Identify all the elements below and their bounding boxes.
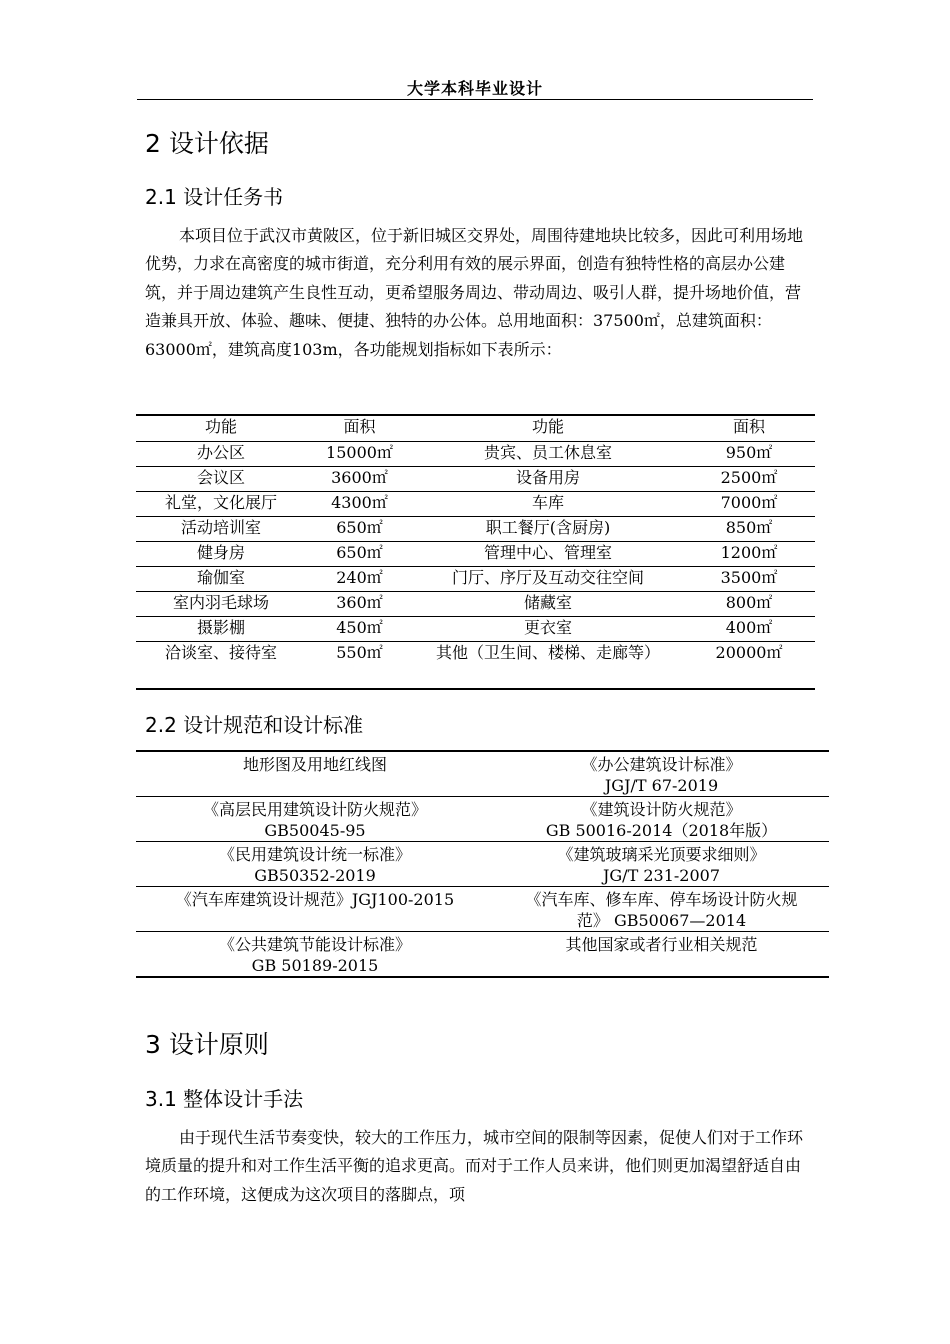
table-row [136,932,829,978]
table-cell: 办公区 [136,442,306,467]
table-cell [494,751,829,797]
table-cell [136,751,494,797]
table-header-cell: 面积 [683,415,815,442]
table-row [136,542,815,567]
table-cell: 其他（卫生间、楼梯、走廊等） [435,643,660,662]
table-cell: 2500㎡ [683,467,815,492]
section-3-1-title: 3.1 整体设计手法 [145,1087,304,1111]
page-header: 大学本科毕业设计 [406,79,543,98]
table-row [136,592,815,617]
table-row [136,751,829,797]
cell-line: 《建筑设计防火规范》 [581,800,742,819]
table-cell: 7000㎡ [683,492,815,517]
cell-line: 《汽车库、修车库、停车场设计防火规 [525,890,798,909]
table-cell: 管理中心、管理室 [413,542,683,567]
table-cell: 储藏室 [413,592,683,617]
table-cell [494,842,829,887]
table-cell: 950㎡ [683,442,815,467]
standards-table [136,750,829,978]
table-cell: 1200㎡ [683,542,815,567]
table-cell: 礼堂，文化展厅 [136,492,306,517]
cell-line: 其他国家或者行业相关规范 [565,935,758,954]
table-cell: 职工餐厅(含厨房) [413,517,683,542]
function-area-table [136,414,815,690]
section-3-1-paragraph [145,1124,811,1209]
table-cell: 贵宾、员工休息室 [413,442,683,467]
table-cell: 550㎡ [336,643,383,662]
table-row [136,567,815,592]
table-row [136,617,815,642]
cell-line: 《办公建筑设计标准》 [581,755,742,774]
table-cell: 设备用房 [413,467,683,492]
table-header-cell: 功能 [136,415,306,442]
cell-line: JGJ/T 67-2019 [604,776,719,795]
table-cell: 洽谈室、接待室 [164,643,277,662]
table-cell [494,932,829,978]
cell-line: 《建筑玻璃采光顶要求细则》 [557,845,766,864]
cell-line: 地形图及用地红线图 [242,755,387,774]
table-cell: 400㎡ [683,617,815,642]
table-cell: 室内羽毛球场 [136,592,306,617]
table-cell: 650㎡ [306,517,413,542]
cell-line: JG/T 231-2007 [602,866,720,885]
table-cell: 健身房 [136,542,306,567]
section-2-1-title: 2.1 设计任务书 [145,185,284,209]
header-rule [137,99,813,100]
cell-line: 《公共建筑节能设计标准》 [218,935,411,954]
table-row [136,492,815,517]
table-cell: 3500㎡ [683,567,815,592]
table-row [136,442,815,467]
table-cell: 摄影棚 [136,617,306,642]
table-cell: 15000㎡ [306,442,413,467]
table-row [136,467,815,492]
table-cell [136,887,494,932]
cell-line: 《民用建筑设计统一标准》 [218,845,411,864]
table-cell [494,797,829,842]
table-row [136,517,815,542]
table-cell [136,932,494,978]
cell-line: 《高层民用建筑设计防火规范》 [202,800,427,819]
table-cell [494,887,829,932]
table-cell: 更衣室 [413,617,683,642]
table-cell: 活动培训室 [136,517,306,542]
table-cell: 车库 [413,492,683,517]
cell-line: 《汽车库建筑设计规范》JGJ100-2015 [175,890,455,909]
table-cell: 800㎡ [683,592,815,617]
paragraph-text: 由于现代生活节奏变快，较大的工作压力，城市空间的限制等因素，促使人们对于工作环境质量的提升和对工作生活平衡的追求更高。而对于工作人员来讲，他们则更加渴望舒适自由的工作环境，这便成为这次项目的落脚点，项 [145,1128,804,1204]
cell-line: 范》 GB50067—2014 [576,911,747,930]
cell-line: GB50352-2019 [254,866,376,885]
section-2-title: 2 设计依据 [145,129,269,158]
table-cell: 450㎡ [306,617,413,642]
section-2-1-paragraph [145,222,811,364]
table-cell: 20000㎡ [715,643,783,662]
cell-line: GB50045-95 [264,821,366,840]
table-cell: 会议区 [136,467,306,492]
table-header-row [136,415,815,442]
section-3-title: 3 设计原则 [145,1030,269,1059]
table-cell: 4300㎡ [306,492,413,517]
cell-line: GB 50016-2014（2018年版） [545,821,778,840]
section-2-2-title: 2.2 设计规范和设计标准 [145,713,364,737]
table-cell: 850㎡ [683,517,815,542]
table-cell: 650㎡ [306,542,413,567]
table-row [136,887,829,932]
table-header-cell: 功能 [413,415,683,442]
cell-line: GB 50189-2015 [251,956,379,975]
table-cell: 瑜伽室 [136,567,306,592]
table-row [136,797,829,842]
table-row [136,642,815,690]
table-cell: 3600㎡ [306,467,413,492]
table-header-cell: 面积 [306,415,413,442]
table-row [136,842,829,887]
table-cell [136,842,494,887]
paragraph-text: 本项目位于武汉市黄陂区，位于新旧城区交界处，周围待建地块比较多，因此可利用场地优势，力求在高密度的城市街道，充分利用有效的展示界面，创造有独特性格的高层办公建筑，并于周边建筑产生良性互动，更希望服务周边、带动周边、吸引人群，提升场地价值，营造兼具开放、体验、趣味、便捷、独特的办公体。总用地面积：37500㎡，总建筑面积：63000㎡，建筑高度103m，各功能规划指标如下表所示： [145,226,804,359]
table-cell: 360㎡ [306,592,413,617]
table-cell: 门厅、序厅及互动交往空间 [413,567,683,592]
table-cell: 240㎡ [306,567,413,592]
table-cell [136,797,494,842]
